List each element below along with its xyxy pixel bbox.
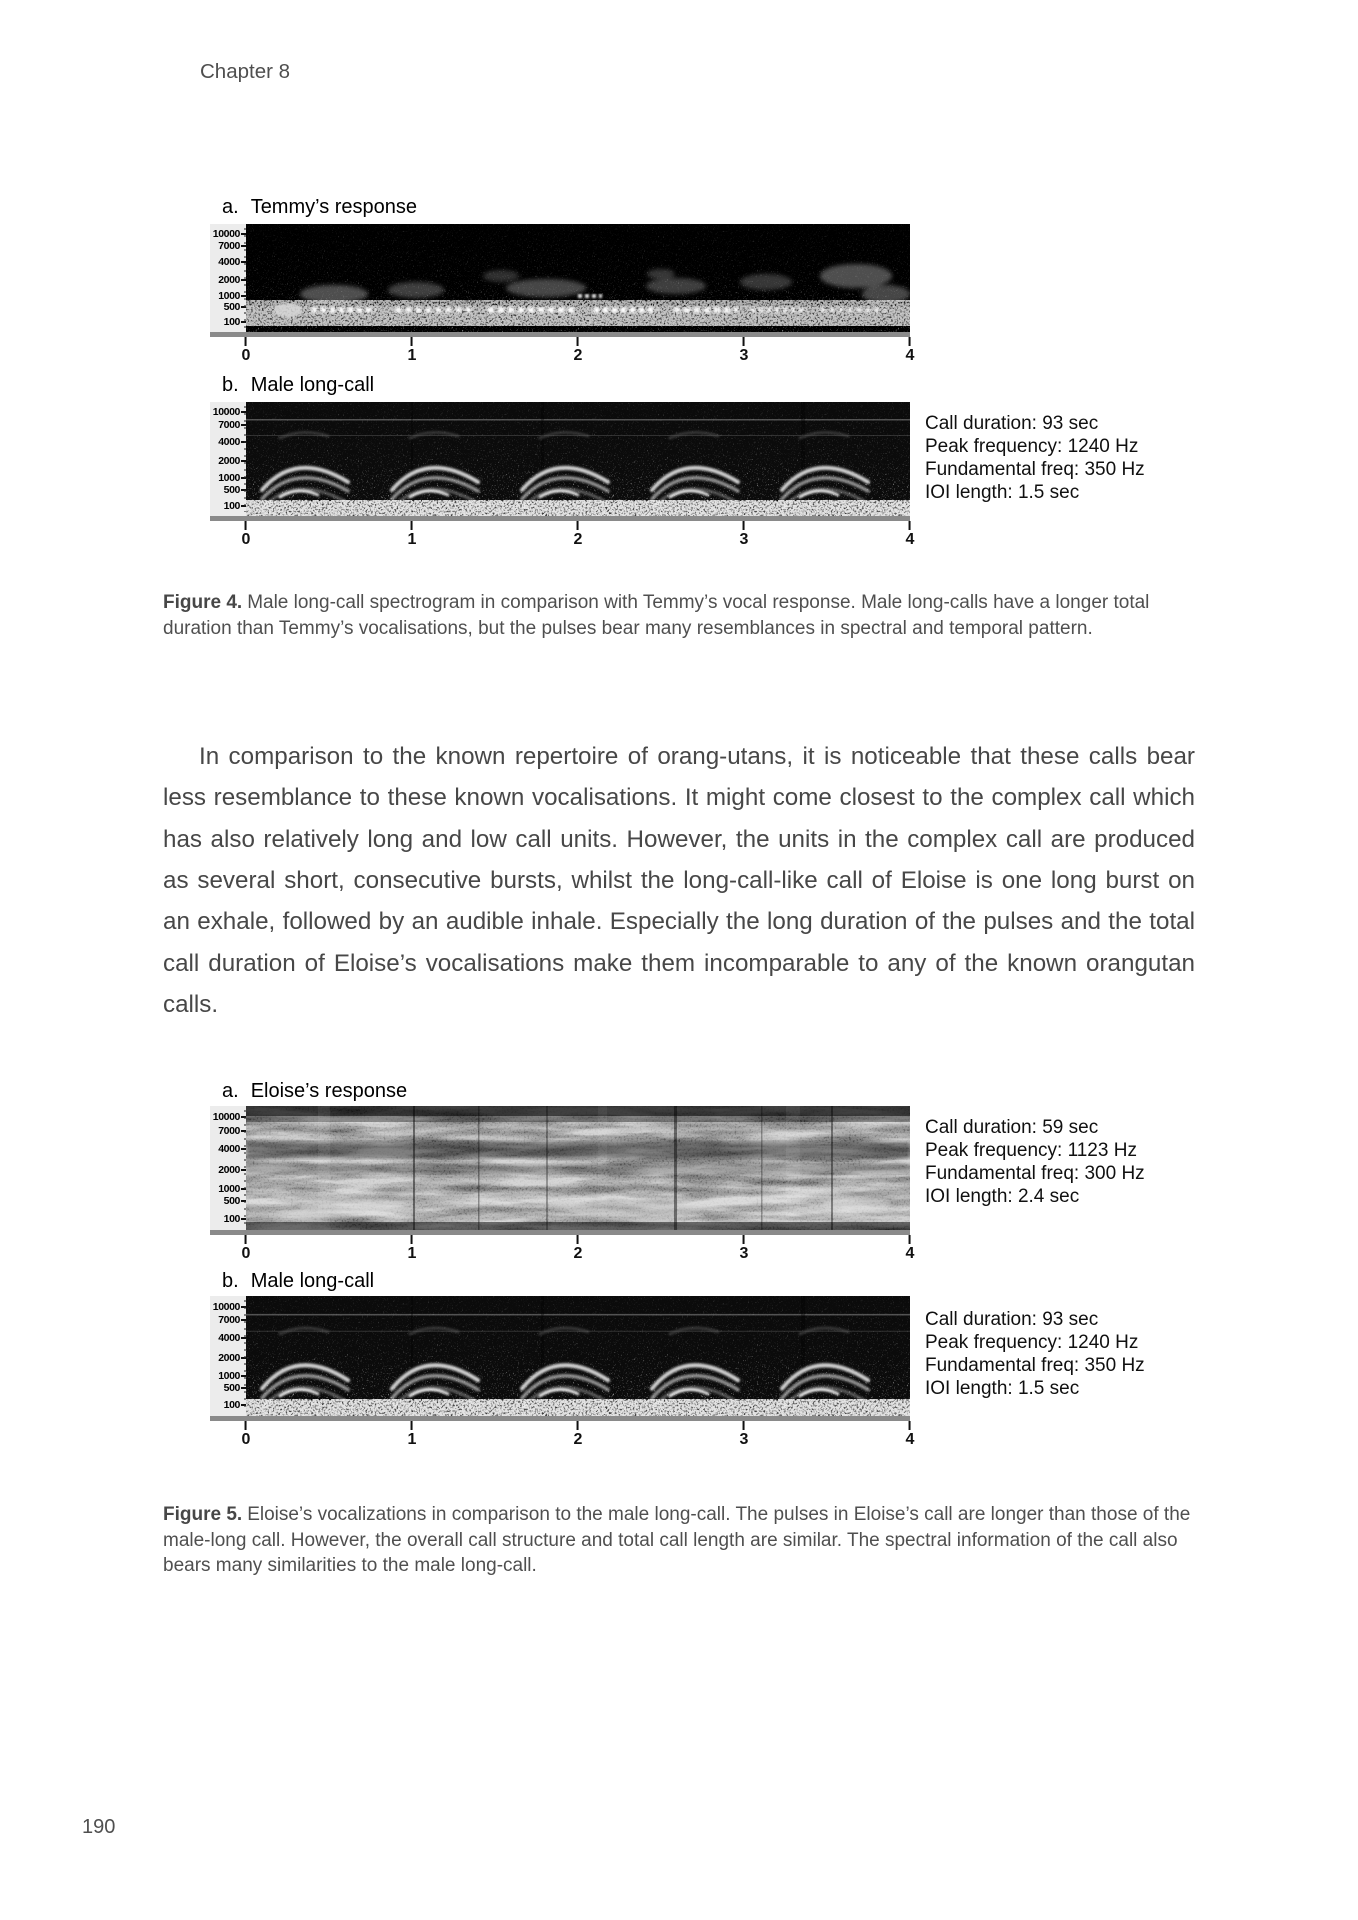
figure4b-title: Male long-call — [250, 374, 375, 396]
x-axis-tick — [906, 1235, 915, 1263]
figure5-caption — [163, 1502, 1195, 1579]
figure5a-x-axis — [241, 1235, 915, 1265]
x-axis-label: 0 — [241, 531, 251, 548]
figure5a-stats — [925, 1116, 1145, 1208]
x-axis-tick — [242, 1235, 251, 1263]
tick-mark — [909, 521, 911, 530]
y-axis-label: 10000 — [212, 1111, 240, 1124]
x-axis-label: 1 — [407, 347, 417, 364]
figure5a-title: Eloise’s response — [250, 1080, 408, 1102]
eloise-spectrogram-image — [246, 1106, 910, 1230]
figure4b-plot — [246, 402, 910, 516]
y-axis-label: 7000 — [218, 1124, 240, 1137]
x-axis-label: 2 — [573, 1431, 583, 1448]
figure5b-letter: b. — [222, 1270, 239, 1292]
stat-line: Call duration: 59 sec — [925, 1117, 1099, 1138]
tick-mark — [245, 1421, 247, 1430]
x-axis-tick — [740, 1235, 749, 1263]
x-axis-tick — [242, 521, 251, 549]
x-axis-label: 4 — [905, 347, 915, 364]
x-axis-tick — [906, 521, 915, 549]
x-axis-label: 4 — [905, 531, 915, 548]
stat-line: Fundamental freq: 350 Hz — [925, 1355, 1145, 1376]
x-axis-label: 2 — [573, 1245, 583, 1262]
y-axis-label: 2000 — [218, 274, 240, 287]
tick-mark — [577, 1235, 579, 1244]
figure4a-title: Temmy’s response — [250, 196, 418, 218]
tick-mark — [743, 521, 745, 530]
y-axis-label: 4000 — [218, 1332, 240, 1344]
figure5b-y-axis — [210, 1296, 246, 1416]
x-axis-label: 0 — [241, 1245, 251, 1262]
figure4-caption — [163, 590, 1195, 641]
figure5b-plot — [246, 1296, 910, 1416]
x-axis-tick — [408, 521, 417, 549]
figure4a-spectrogram — [210, 224, 915, 367]
figure4b-label — [222, 374, 374, 397]
y-axis-label: 4000 — [218, 435, 240, 448]
male-longcall-spectrogram-image — [246, 1296, 910, 1416]
x-axis-label: 0 — [241, 347, 251, 364]
stat-line: Peak frequency: 1240 Hz — [925, 436, 1139, 457]
x-axis-tick — [906, 337, 915, 365]
y-axis-label: 100 — [223, 316, 240, 329]
x-axis-label: 1 — [407, 1245, 417, 1262]
y-axis-label: 500 — [223, 1195, 240, 1208]
figure4-caption-text: Male long-call spectrogram in comparison with Temmy’s vocal response. Male long-calls have a longer total duration than Temmy’s vocalisations, but the pulses bear many resemblances in spectral and temporal pattern. — [163, 592, 1150, 639]
y-axis-label: 1000 — [218, 290, 240, 303]
x-axis-tick — [408, 337, 417, 365]
figure5b-title: Male long-call — [250, 1270, 375, 1292]
tick-mark — [743, 1421, 745, 1430]
y-axis-label: 2000 — [218, 455, 240, 468]
figure5b-x-axis — [241, 1421, 915, 1451]
y-axis-label: 10000 — [212, 1300, 240, 1313]
figure5a-letter: a. — [222, 1080, 239, 1102]
x-axis-tick — [242, 337, 251, 365]
tick-mark — [411, 521, 413, 530]
y-axis-label: 7000 — [218, 1314, 240, 1326]
figure5a-spectrogram — [210, 1106, 915, 1265]
male-longcall-spectrogram-image — [246, 402, 910, 516]
tick-mark — [245, 1235, 247, 1244]
x-axis-tick — [574, 1421, 583, 1449]
tick-mark — [577, 1421, 579, 1430]
x-axis-label: 1 — [407, 531, 417, 548]
tick-mark — [909, 1421, 911, 1430]
figure5a-plot — [246, 1106, 910, 1230]
page-number: 190 — [82, 1816, 116, 1838]
y-axis-label: 100 — [223, 499, 240, 512]
x-axis-label: 4 — [905, 1431, 915, 1448]
x-axis-label: 4 — [905, 1245, 915, 1262]
stat-line: Peak frequency: 1123 Hz — [925, 1140, 1137, 1161]
tick-mark — [411, 1421, 413, 1430]
figure5a-y-axis — [210, 1106, 246, 1230]
figure4-caption-label: Figure 4. — [163, 592, 243, 613]
y-axis-label: 7000 — [218, 418, 240, 431]
x-axis-tick — [740, 521, 749, 549]
stat-line: Fundamental freq: 300 Hz — [925, 1163, 1145, 1184]
tick-mark — [909, 337, 911, 346]
figure4a-letter: a. — [222, 196, 239, 218]
y-axis-label: 500 — [223, 483, 240, 496]
figure4a-x-axis — [241, 337, 915, 367]
figure5a-label — [222, 1080, 407, 1103]
figure5b-stats — [925, 1308, 1145, 1400]
stat-line: Fundamental freq: 350 Hz — [925, 459, 1145, 480]
stat-line: IOI length: 2.4 sec — [925, 1186, 1080, 1207]
x-axis-tick — [574, 1235, 583, 1263]
tick-mark — [411, 337, 413, 346]
tick-mark — [909, 1235, 911, 1244]
tick-mark — [411, 1235, 413, 1244]
stat-line: Peak frequency: 1240 Hz — [925, 1332, 1139, 1353]
x-axis-label: 3 — [739, 1431, 749, 1448]
stat-line: IOI length: 1.5 sec — [925, 482, 1080, 503]
stat-line: IOI length: 1.5 sec — [925, 1378, 1080, 1399]
x-axis-label: 2 — [573, 531, 583, 548]
x-axis-tick — [408, 1421, 417, 1449]
y-axis-label: 1000 — [218, 1183, 240, 1196]
x-axis-label: 3 — [739, 347, 749, 364]
figure4b-letter: b. — [222, 374, 239, 396]
figure4b-y-axis — [210, 402, 246, 516]
y-axis-label: 100 — [223, 1399, 240, 1412]
y-axis-label: 1000 — [218, 472, 240, 485]
x-axis-label: 3 — [739, 531, 749, 548]
y-axis-label: 4000 — [218, 1143, 240, 1156]
y-axis-label: 100 — [223, 1212, 240, 1225]
figure4b-x-axis — [241, 521, 915, 551]
stat-line: Call duration: 93 sec — [925, 413, 1099, 434]
y-axis-label: 4000 — [218, 255, 240, 268]
figure5-caption-text: Eloise’s vocalizations in comparison to the male long-call. The pulses in Eloise’s call are longer than those of the male-long call. However, the overall call structure and total call length are similar. The spectral information of the call also bears many similarities to the male long-call. — [163, 1504, 1191, 1576]
x-axis-tick — [740, 337, 749, 365]
x-axis-tick — [408, 1235, 417, 1263]
body-paragraph: In comparison to the known repertoire of orang-utans, it is noticeable that these calls bear less resemblance to these known vocalisations. It might come closest to the complex call which has also relatively long and low call units. However, the units in the complex call are produced as several short, consecutive bursts, whilst the long-call-like call of Eloise is one long burst on an exhale, followed by an audible inhale. Especially the long duration of the pulses and the total call duration of Eloise’s vocalisations make them incomparable to any of the known orangutan calls. — [163, 743, 1195, 1018]
tick-mark — [743, 337, 745, 346]
figure4a-label — [222, 196, 417, 219]
figure5b-spectrogram — [210, 1296, 915, 1451]
x-axis-label: 1 — [407, 1431, 417, 1448]
y-axis-label: 2000 — [218, 1352, 240, 1365]
x-axis-label: 0 — [241, 1431, 251, 1448]
x-axis-tick — [574, 337, 583, 365]
figure4a-y-axis — [210, 224, 246, 332]
tick-mark — [245, 337, 247, 346]
x-axis-label: 2 — [573, 347, 583, 364]
stat-line: Call duration: 93 sec — [925, 1309, 1099, 1330]
figure5b-label — [222, 1270, 374, 1293]
figure4b-spectrogram — [210, 402, 915, 551]
tick-mark — [743, 1235, 745, 1244]
chapter-header: Chapter 8 — [200, 60, 291, 83]
figure4b-stats — [925, 412, 1145, 504]
x-axis-tick — [906, 1421, 915, 1449]
tick-mark — [245, 521, 247, 530]
tick-mark — [577, 521, 579, 530]
temmy-spectrogram-image — [246, 224, 910, 332]
y-axis-label: 500 — [223, 301, 240, 314]
x-axis-label: 3 — [739, 1245, 749, 1262]
y-axis-label: 10000 — [212, 406, 240, 419]
y-axis-label: 2000 — [218, 1164, 240, 1177]
figure5-caption-label: Figure 5. — [163, 1504, 243, 1525]
y-axis-label: 10000 — [212, 227, 240, 240]
y-axis-label: 1000 — [218, 1370, 240, 1383]
figure4a-plot — [246, 224, 910, 332]
x-axis-tick — [740, 1421, 749, 1449]
y-axis-label: 500 — [223, 1382, 240, 1395]
tick-mark — [577, 337, 579, 346]
x-axis-tick — [574, 521, 583, 549]
y-axis-label: 7000 — [218, 239, 240, 252]
x-axis-tick — [242, 1421, 251, 1449]
